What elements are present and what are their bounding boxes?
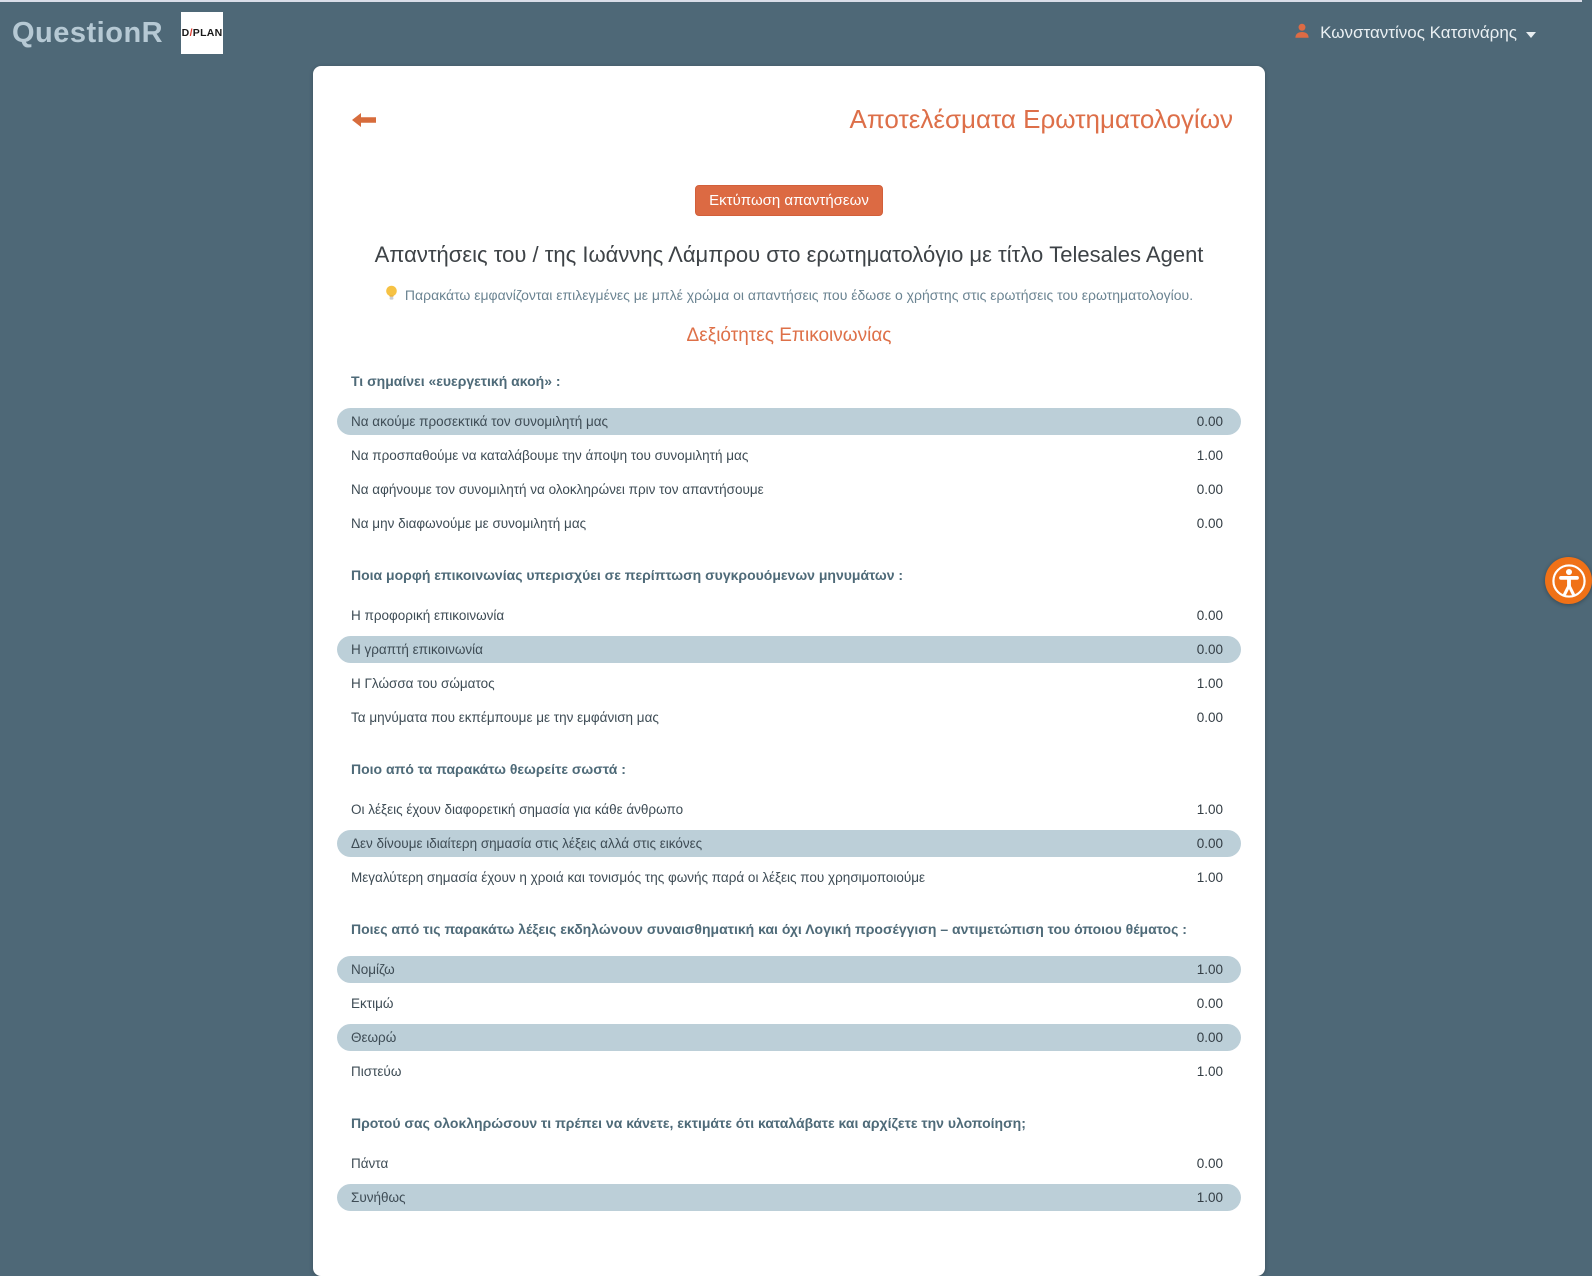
logo-slash: / [189, 27, 193, 39]
answer-row [337, 956, 1241, 983]
answer-list [337, 408, 1241, 537]
user-menu[interactable] [1293, 22, 1536, 45]
answer-value: 0.00 [1196, 836, 1223, 851]
answer-value: 1.00 [1196, 448, 1223, 463]
question-text: Ποια μορφή επικοινωνίας υπερισχύει σε περίπτωση συγκρουόμενων μηνυμάτων : [351, 567, 904, 583]
answer-label: Η Γλώσσα του σώματος [351, 676, 495, 691]
question-block [337, 761, 1241, 891]
answer-value: 0.00 [1196, 1156, 1223, 1171]
answer-value: 0.00 [1196, 414, 1223, 429]
answer-value: 1.00 [1196, 676, 1223, 691]
info-note [337, 285, 1241, 305]
answer-row [337, 1184, 1241, 1211]
answer-value: 0.00 [1196, 1030, 1223, 1045]
answer-label: Να ακούμε προσεκτικά τον συνομιλητή μας [351, 414, 609, 429]
answer-value: 1.00 [1196, 802, 1223, 817]
lightbulb-icon [385, 285, 398, 305]
answer-label: Πάντα [351, 1156, 389, 1171]
answer-value: 0.00 [1196, 710, 1223, 725]
dplan-logo [181, 12, 223, 54]
answer-label: Τα μηνύματα που εκπέμπουμε με την εμφάνιση μας [351, 710, 659, 725]
app-header [0, 2, 1582, 64]
results-heading: Απαντήσεις του / της Ιωάννης Λάμπρου στο ερωτηματολόγιο με τίτλο Telesales Agent [374, 242, 1204, 267]
brand[interactable] [12, 12, 223, 54]
user-icon [1293, 22, 1311, 45]
answer-row [337, 830, 1241, 857]
accessibility-icon [1547, 559, 1591, 603]
answer-list [337, 1150, 1241, 1211]
user-name: Κωνσταντίνος Κατσινάρης [1320, 23, 1517, 42]
answer-row [337, 602, 1241, 629]
question-text: Ποιο από τα παρακάτω θεωρείτε σωστά : [351, 761, 626, 777]
answer-label: Να αφήνουμε τον συνομιλητή να ολοκληρώνει πριν τον απαντήσουμε [351, 482, 764, 497]
answer-row [337, 636, 1241, 663]
logo-plan: PLAN [192, 27, 223, 39]
answer-row [337, 864, 1241, 891]
print-answers-button[interactable]: Εκτύπωση απαντήσεων [695, 185, 883, 216]
answer-value: 1.00 [1196, 1190, 1223, 1205]
answer-value: 0.00 [1196, 608, 1223, 623]
question-block [337, 1115, 1241, 1211]
answer-label: Πιστεύω [351, 1064, 402, 1079]
answer-value: 0.00 [1196, 516, 1223, 531]
answer-list [337, 956, 1241, 1085]
info-note-text: Παρακάτω εμφανίζονται επιλεγμένες με μπλέ χρώμα οι απαντήσεις που έδωσε ο χρήστης στις ερωτήσεις του ερωτηματολογίου. [404, 287, 1194, 303]
answer-row [337, 990, 1241, 1017]
answer-value: 1.00 [1196, 962, 1223, 977]
question-text: Ποιες από τις παρακάτω λέξεις εκδηλώνουν συναισθηματική και όχι Λογική προσέγγιση – αντιμετώπιση του όποιου θέματος : [351, 921, 1187, 937]
answer-label: Η προφορική επικοινωνία [351, 608, 505, 623]
page-title: Αποτελέσματα Ερωτηματολογίων [849, 104, 1233, 134]
answer-row [337, 670, 1241, 697]
answer-row [337, 408, 1241, 435]
answer-label: Εκτιμώ [351, 996, 394, 1011]
answer-value: 0.00 [1196, 642, 1223, 657]
question-text: Τι σημαίνει «ευεργετική ακοή» : [351, 373, 561, 389]
answer-label: Δεν δίνουμε ιδιαίτερη σημασία στις λέξεις αλλά στις εικόνες [351, 836, 703, 851]
results-card [313, 66, 1265, 1276]
back-arrow-icon [351, 112, 377, 128]
back-button[interactable] [351, 112, 377, 128]
answer-list [337, 602, 1241, 731]
answer-label: Να μην διαφωνούμε με συνομιλητή μας [351, 516, 587, 531]
questions-list [337, 373, 1241, 1211]
brand-title: QuestionR [12, 16, 164, 49]
question-block [337, 373, 1241, 537]
chevron-down-icon [1526, 32, 1536, 38]
answer-row [337, 510, 1241, 537]
answer-list [337, 796, 1241, 891]
answer-value: 1.00 [1196, 870, 1223, 885]
answer-row [337, 442, 1241, 469]
section-title: Δεξιότητες Επικοινωνίας [686, 325, 892, 346]
accessibility-widget-button[interactable] [1545, 557, 1592, 604]
answer-label: Νομίζω [351, 962, 395, 977]
print-button-row [337, 185, 1241, 216]
answer-row [337, 1024, 1241, 1051]
answer-row [337, 796, 1241, 823]
answer-row [337, 476, 1241, 503]
answer-label: Συνήθως [351, 1190, 406, 1205]
question-text: Προτού σας ολοκληρώσουν τι πρέπει να κάνετε, εκτιμάτε ότι καταλάβατε και αρχίζετε την υλοποίηση; [351, 1115, 1026, 1131]
answer-row [337, 704, 1241, 731]
answer-value: 0.00 [1196, 996, 1223, 1011]
answer-value: 0.00 [1196, 482, 1223, 497]
answer-label: Η γραπτή επικοινωνία [351, 642, 483, 657]
question-block [337, 567, 1241, 731]
answer-label: Οι λέξεις έχουν διαφορετική σημασία για κάθε άνθρωπο [351, 802, 684, 817]
question-block [337, 921, 1241, 1085]
answer-row [337, 1150, 1241, 1177]
answer-value: 1.00 [1196, 1064, 1223, 1079]
answer-label: Μεγαλύτερη σημασία έχουν η χροιά και τονισμός της φωνής παρά οι λέξεις που χρησιμοποιούμε [351, 870, 926, 885]
answer-label: Να προσπαθούμε να καταλάβουμε την άποψη του συνομιλητή μας [351, 448, 749, 463]
logo-d: D [181, 27, 190, 39]
answer-row [337, 1058, 1241, 1085]
answer-label: Θεωρώ [351, 1030, 397, 1045]
card-header [351, 104, 1233, 135]
